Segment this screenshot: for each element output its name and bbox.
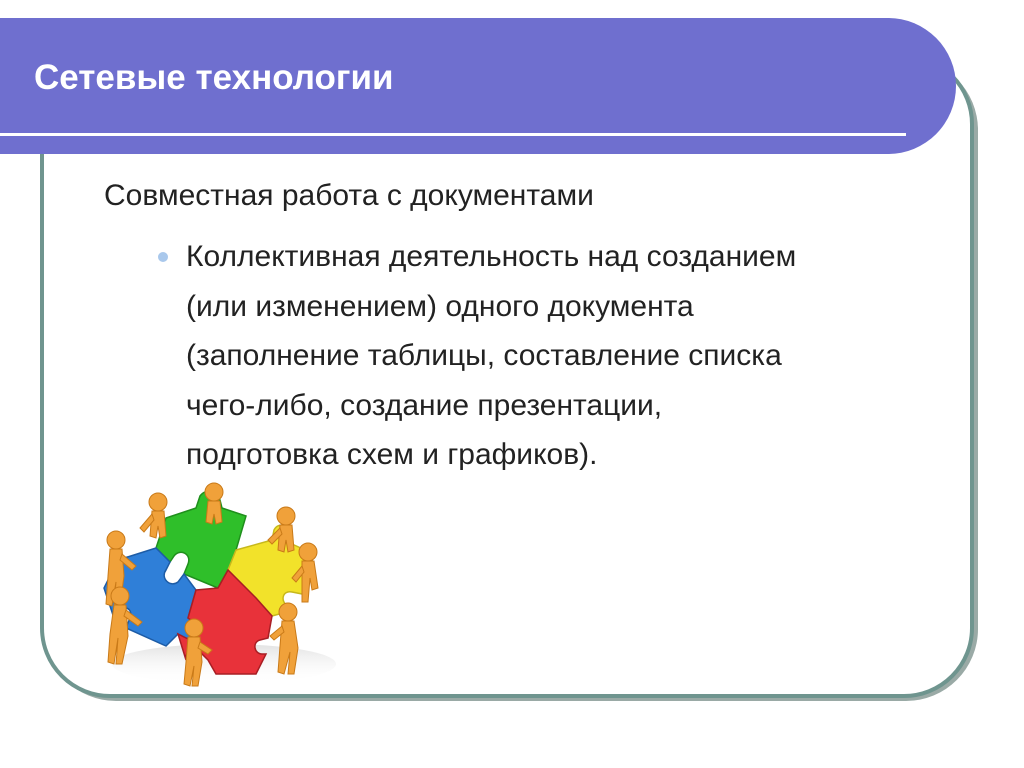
- puzzle-teamwork-illustration: [96, 478, 346, 690]
- bullet-line: чего-либо, создание презентации,: [186, 388, 663, 422]
- slide-subheading: Совместная работа с документами: [104, 179, 594, 212]
- title-underline: [0, 133, 906, 136]
- slide-title: Сетевые технологии: [34, 58, 394, 97]
- bullet-item: [152, 232, 892, 480]
- figure-top-left: [140, 493, 167, 538]
- bullet-line: подготовка схем и графиков).: [186, 438, 598, 471]
- bullet-line: Коллективная деятельность над созданием: [186, 240, 797, 273]
- bullet-dot-icon: [158, 252, 168, 262]
- bullet-line: (или изменением) одного документа: [186, 289, 694, 323]
- bullet-line: (заполнение таблицы, составление списка: [186, 339, 782, 372]
- bullet-list: [152, 232, 892, 480]
